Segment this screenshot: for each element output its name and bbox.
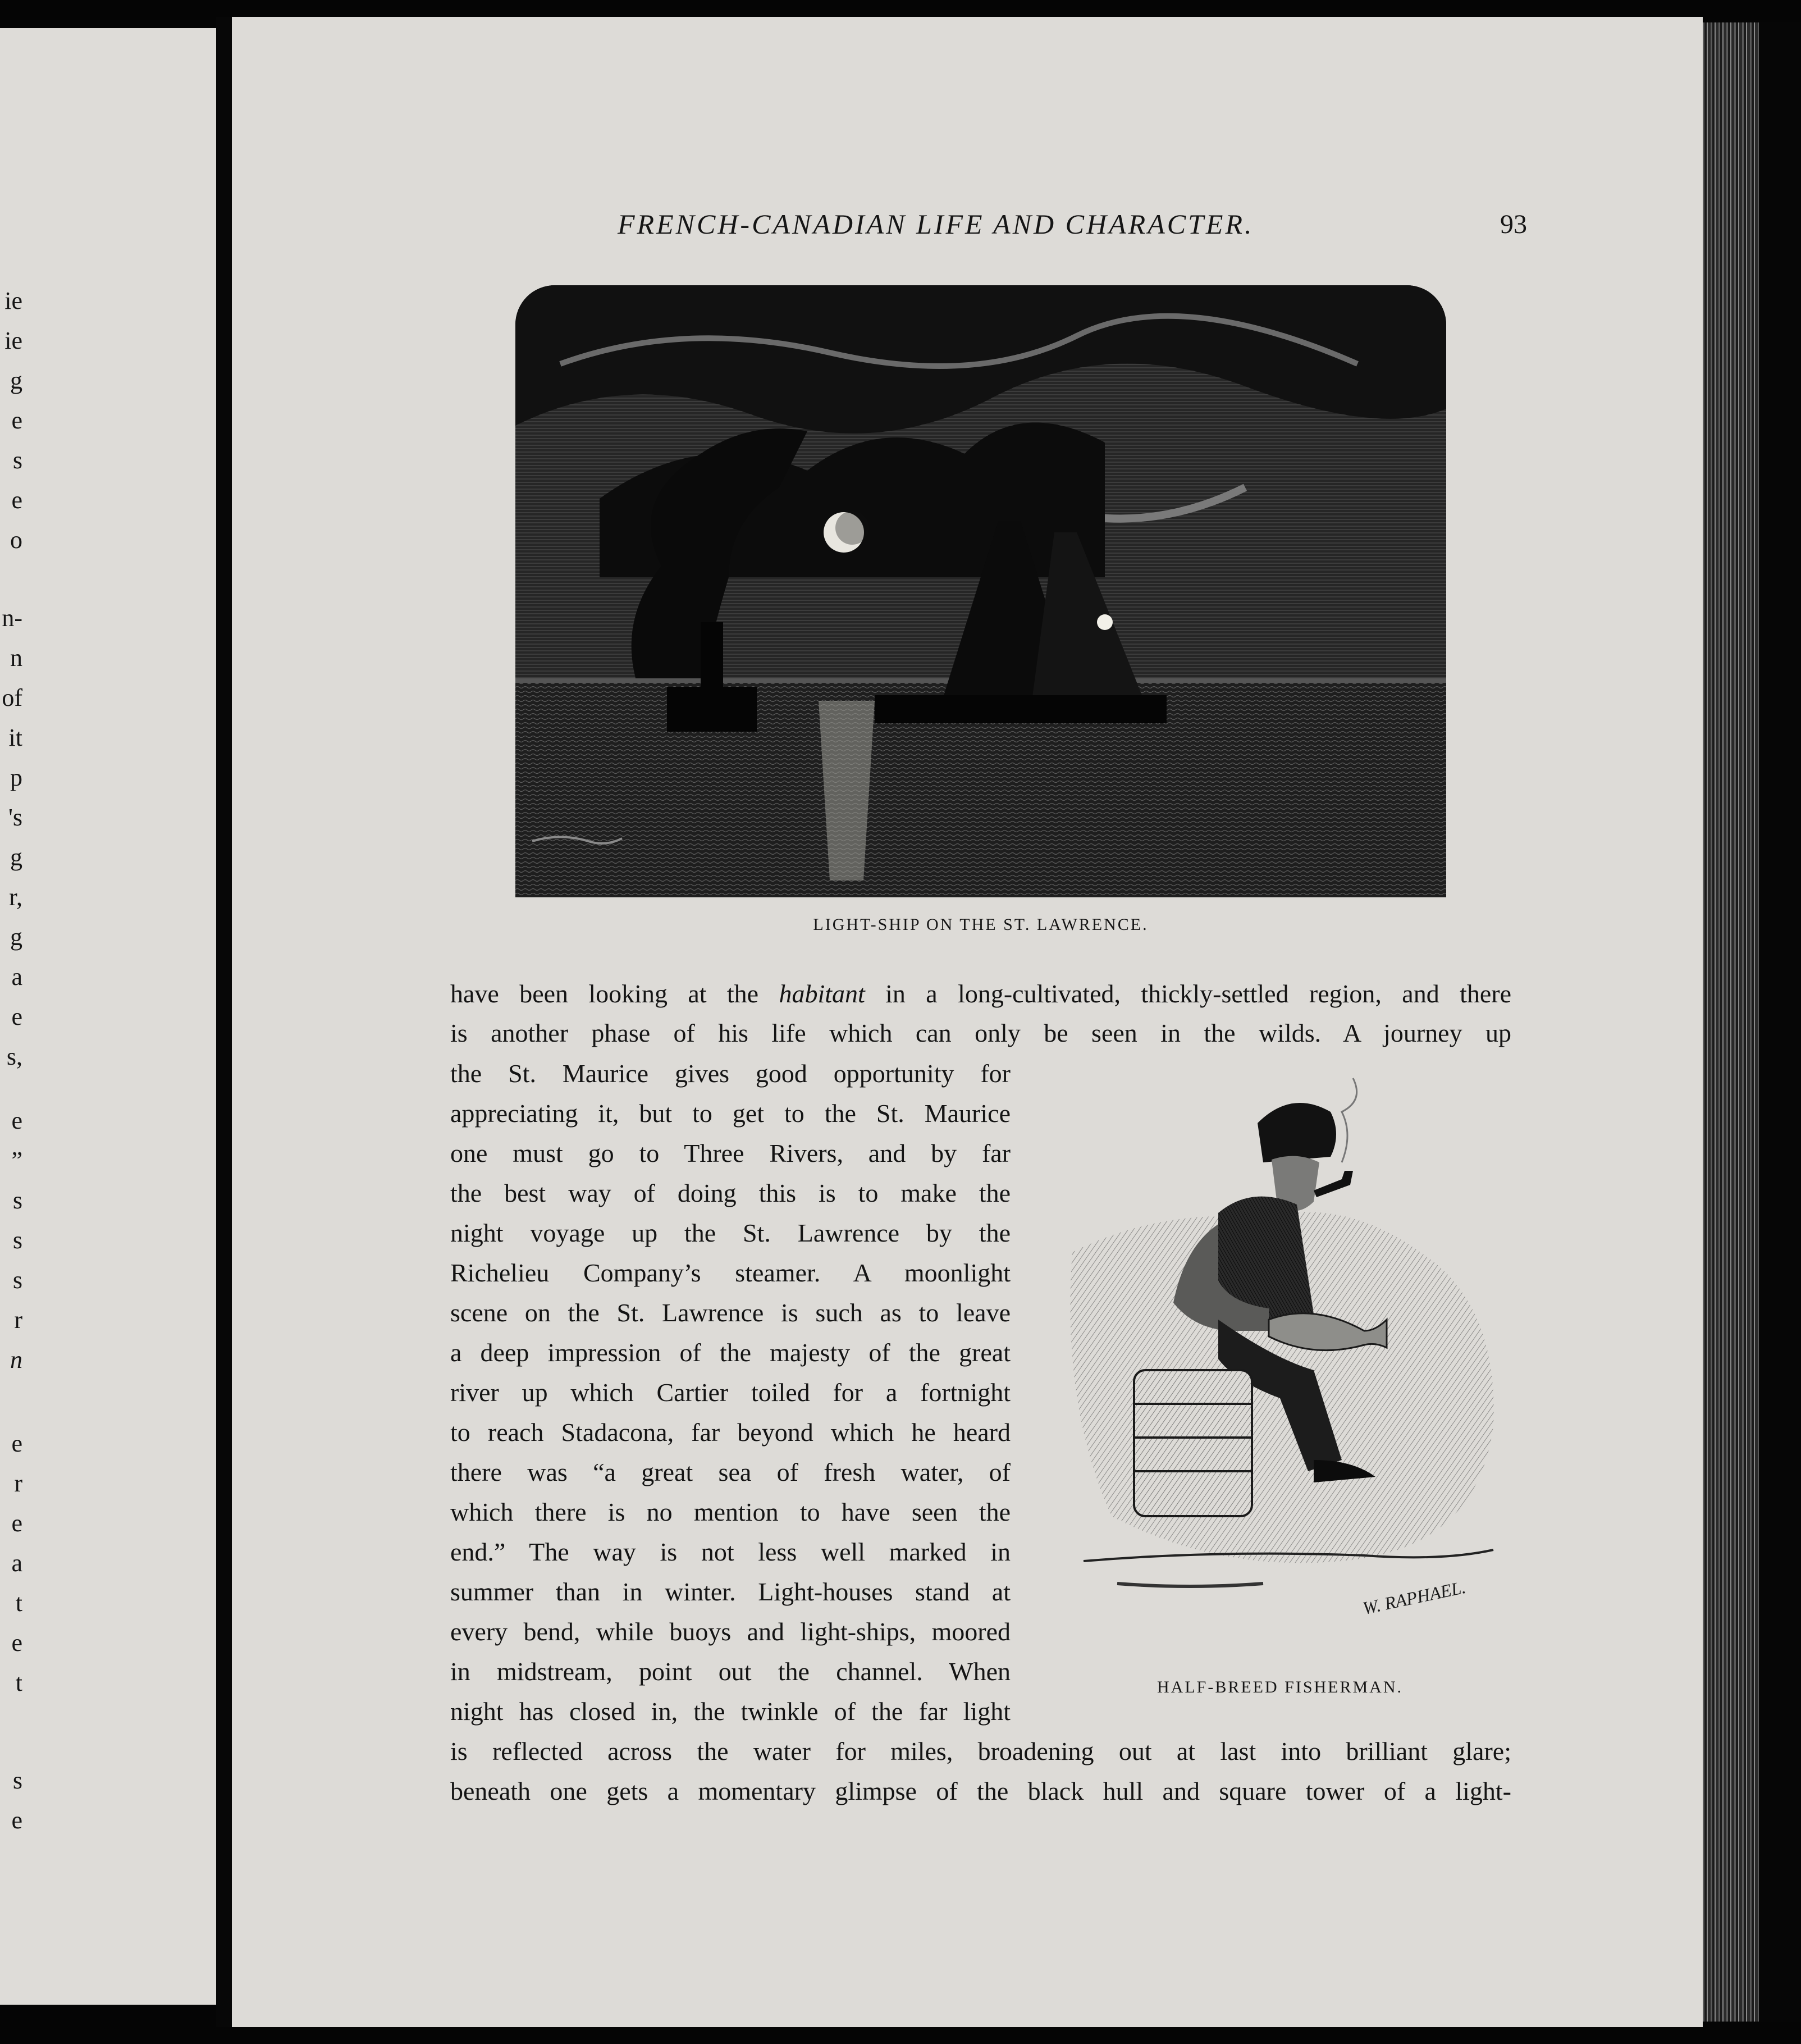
text-fragment: in a long-cultivated, thickly-settled region, and there xyxy=(865,979,1512,1008)
narrow-text-line: there was “a great sea of fresh water, of xyxy=(450,1458,1011,1486)
narrow-text-line: the St. Maurice gives good opportunity for xyxy=(450,1059,1011,1088)
text-line-2: is another phase of his life which can only be seen in the wilds. A journey up xyxy=(450,1019,1511,1047)
edge-letter: of xyxy=(2,684,22,711)
edge-letter: e xyxy=(11,1509,22,1537)
text-line-after-1: is reflected across the water for miles, broadening out at last into brilliant glare; xyxy=(450,1737,1511,1765)
edge-letter: g xyxy=(10,843,22,871)
edge-letter: g xyxy=(10,367,22,394)
left-facing-page xyxy=(0,28,218,2005)
edge-letter: s, xyxy=(6,1043,22,1070)
edge-letter-group-3 xyxy=(0,1101,22,1380)
edge-letter: r, xyxy=(9,883,22,911)
narrow-text-line: to reach Stadacona, far beyond which he heard xyxy=(450,1418,1011,1447)
edge-letter: n- xyxy=(2,604,22,632)
edge-letter-group-1 xyxy=(0,281,22,560)
edge-letter: ” xyxy=(11,1147,22,1174)
narrow-text-line: the best way of doing this is to make the xyxy=(450,1179,1011,1207)
fisherman-engraving xyxy=(1050,1067,1510,1657)
lightship-engraving xyxy=(515,285,1446,897)
fisherman-caption: HALF-BREED FISHERMAN. xyxy=(1157,1678,1404,1696)
edge-letter: a xyxy=(11,1549,22,1577)
text-fragment: have been looking at the xyxy=(450,979,779,1008)
edge-letter: e xyxy=(11,1629,22,1657)
running-head: FRENCH-CANADIAN LIFE AND CHARACTER. xyxy=(618,208,1254,240)
edge-letter: t xyxy=(15,1669,22,1696)
edge-letter: e xyxy=(11,486,22,514)
narrow-text-line: scene on the St. Lawrence is such as to leave xyxy=(450,1298,1011,1327)
edge-letter: s xyxy=(12,1226,22,1254)
edge-letter: a xyxy=(11,963,22,991)
lightship-caption: LIGHT-SHIP ON THE ST. LAWRENCE. xyxy=(813,915,1149,934)
page-number: 93 xyxy=(1500,209,1527,239)
book-gutter xyxy=(216,17,232,2027)
edge-letter: e xyxy=(11,1003,22,1030)
edge-letter: ie xyxy=(4,287,22,314)
edge-letter: n xyxy=(10,644,22,672)
edge-letter: e xyxy=(11,1107,22,1134)
edge-letter-group-4 xyxy=(0,1424,22,1703)
edge-letter: r xyxy=(14,1470,22,1497)
edge-letter: s xyxy=(12,1187,22,1214)
narrow-text-line: night voyage up the St. Lawrence by the xyxy=(450,1219,1011,1247)
narrow-text-line: one must go to Three Rivers, and by far xyxy=(450,1139,1011,1167)
narrow-text-line: a deep impression of the majesty of the great xyxy=(450,1338,1011,1367)
edge-letter: s xyxy=(12,1767,22,1794)
narrow-text-line: appreciating it, but to get to the St. Maurice xyxy=(450,1099,1011,1128)
edge-letter: r xyxy=(14,1306,22,1334)
edge-letter: n xyxy=(10,1346,22,1374)
edge-letter: t xyxy=(15,1589,22,1617)
edge-letter-group-2 xyxy=(0,598,22,1076)
edge-letter: g xyxy=(10,923,22,951)
edge-letter: it xyxy=(8,724,22,751)
narrow-text-line: Richelieu Company’s steamer. A moonlight xyxy=(450,1258,1011,1287)
narrow-text-line: in midstream, point out the channel. When xyxy=(450,1657,1011,1686)
text-line-after-2: beneath one gets a momentary glimpse of the black hull and square tower of a light- xyxy=(450,1777,1511,1805)
edge-letter: p xyxy=(10,764,22,791)
scan-border xyxy=(1759,22,1801,2022)
edge-letter: s xyxy=(12,1266,22,1294)
edge-letter: s xyxy=(12,446,22,474)
page-stack-edges xyxy=(1703,22,1759,2022)
lightship-engraving-art xyxy=(515,285,1446,897)
narrow-text-line: summer than in winter. Light-houses stand at xyxy=(450,1577,1011,1606)
narrow-text-line: which there is no mention to have seen the xyxy=(450,1498,1011,1526)
text-line-1 xyxy=(450,974,1511,1014)
edge-letter: ie xyxy=(4,327,22,354)
fisherman-engraving-art xyxy=(1050,1067,1510,1657)
narrow-text-line: night has closed in, the twinkle of the far light xyxy=(450,1697,1011,1726)
edge-letter: e xyxy=(11,1430,22,1457)
edge-letter: o xyxy=(10,526,22,554)
artist-signature: W. RAPHAEL. xyxy=(1360,1576,1468,1618)
edge-letter: 's xyxy=(8,804,22,831)
edge-letter-group-5 xyxy=(0,1760,22,1840)
narrow-text-line: every bend, while buoys and light-ships, moored xyxy=(450,1617,1011,1646)
narrow-text-line: end.” The way is not less well marked in xyxy=(450,1537,1011,1566)
edge-letter: e xyxy=(11,407,22,434)
narrow-text-line: river up which Cartier toiled for a fortnight xyxy=(450,1378,1011,1407)
italic-word-habitant: habitant xyxy=(779,979,865,1008)
edge-letter: e xyxy=(11,1806,22,1834)
